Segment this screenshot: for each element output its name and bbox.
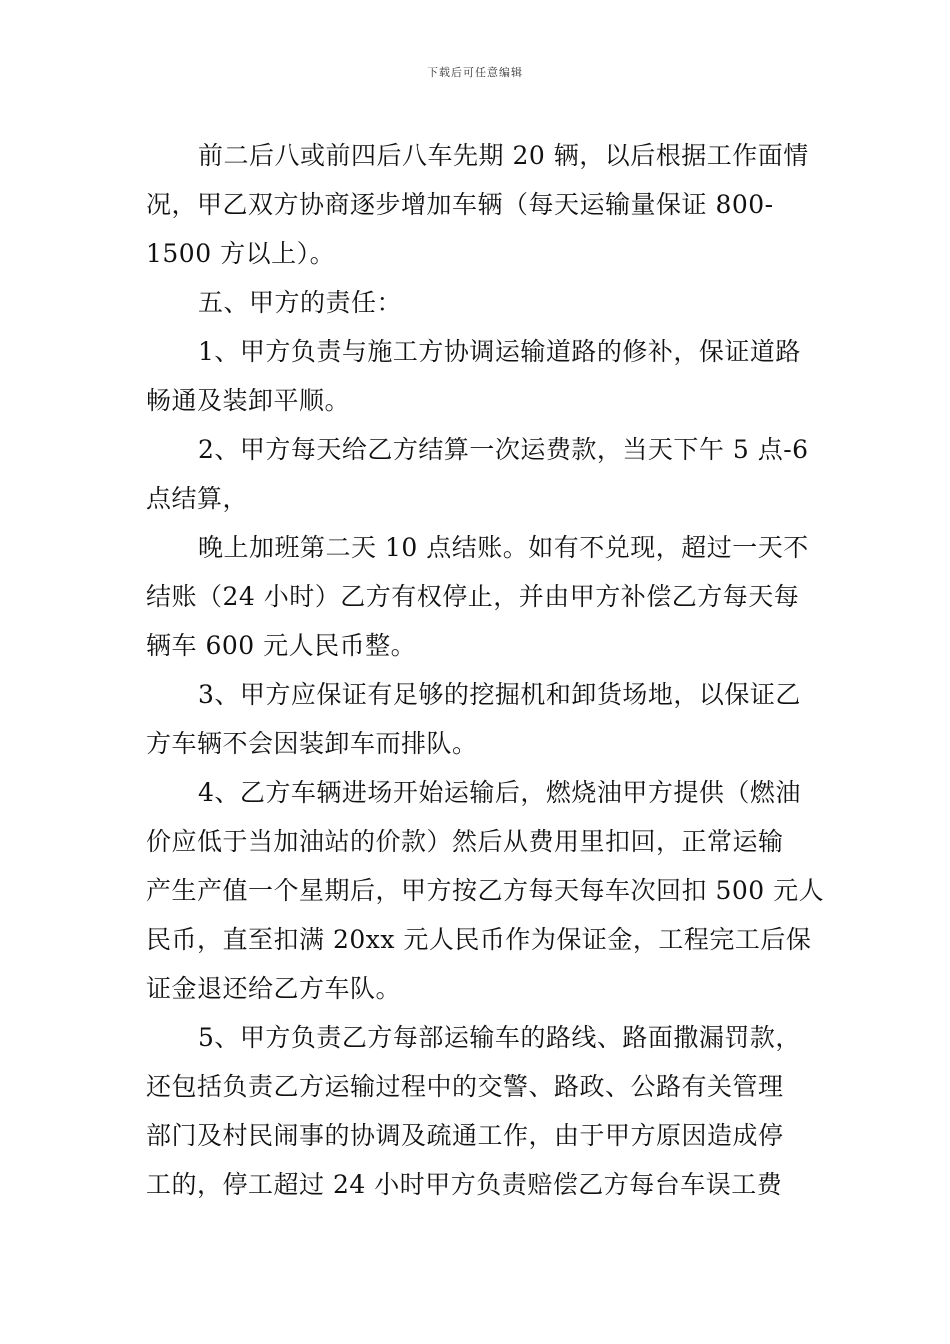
- page-header: 下载后可任意编辑: [427, 66, 523, 79]
- paragraph: [146, 327, 810, 425]
- text-line: 点结算，: [146, 484, 249, 513]
- text-line: 还包括负责乙方运输过程中的交警、路政、公路有关管理: [146, 1072, 784, 1101]
- text-line: 产生产值一个星期后，甲方按乙方每天每车次回扣 500 元人: [146, 876, 825, 905]
- text-line: 3、甲方应保证有足够的挖掘机和卸货场地，以保证乙: [198, 680, 801, 709]
- text-line: 畅通及装卸平顺。: [146, 386, 351, 415]
- paragraph: [146, 131, 810, 278]
- paragraph: [146, 425, 810, 523]
- text-line: 结账（24 小时）乙方有权停止，并由甲方补偿乙方每天每: [146, 582, 800, 611]
- text-line: 证金退还给乙方车队。: [146, 974, 402, 1003]
- text-line: 部门及村民闹事的协调及疏通工作，由于甲方原因造成停: [146, 1121, 784, 1150]
- text-line: 方车辆不会因装卸车而排队。: [146, 729, 478, 758]
- text-line: 前二后八或前四后八车先期 20 辆，以后根据工作面情: [198, 141, 809, 170]
- paragraph: [146, 768, 825, 1013]
- text-line: 五、甲方的责任：: [198, 288, 403, 317]
- text-line: 况，甲乙双方协商逐步增加车辆（每天运输量保证 800-: [146, 190, 774, 219]
- text-line: 工的，停工超过 24 小时甲方负责赔偿乙方每台车误工费: [146, 1170, 783, 1199]
- paragraph: [146, 523, 810, 670]
- text-line: 辆车 600 元人民币整。: [146, 631, 417, 660]
- text-line: 价应低于当加油站的价款）然后从费用里扣回，正常运输: [146, 827, 784, 856]
- document-body: [146, 131, 825, 1209]
- paragraph: [146, 1013, 810, 1209]
- text-line: 民币，直至扣满 20xx 元人民币作为保证金，工程完工后保: [146, 925, 812, 954]
- text-line: 晚上加班第二天 10 点结账。如有不兑现，超过一天不: [198, 533, 809, 562]
- text-line: 2、甲方每天给乙方结算一次运费款，当天下午 5 点-6: [198, 435, 809, 464]
- text-line: 1、甲方负责与施工方协调运输道路的修补，保证道路: [198, 337, 801, 366]
- section-heading: [146, 278, 810, 327]
- text-line: 5、甲方负责乙方每部运输车的路线、路面撒漏罚款，: [198, 1023, 801, 1052]
- text-line: 4、乙方车辆进场开始运输后，燃烧油甲方提供（燃油: [198, 778, 801, 807]
- paragraph: [146, 670, 810, 768]
- text-line: 1500 方以上）。: [146, 239, 336, 268]
